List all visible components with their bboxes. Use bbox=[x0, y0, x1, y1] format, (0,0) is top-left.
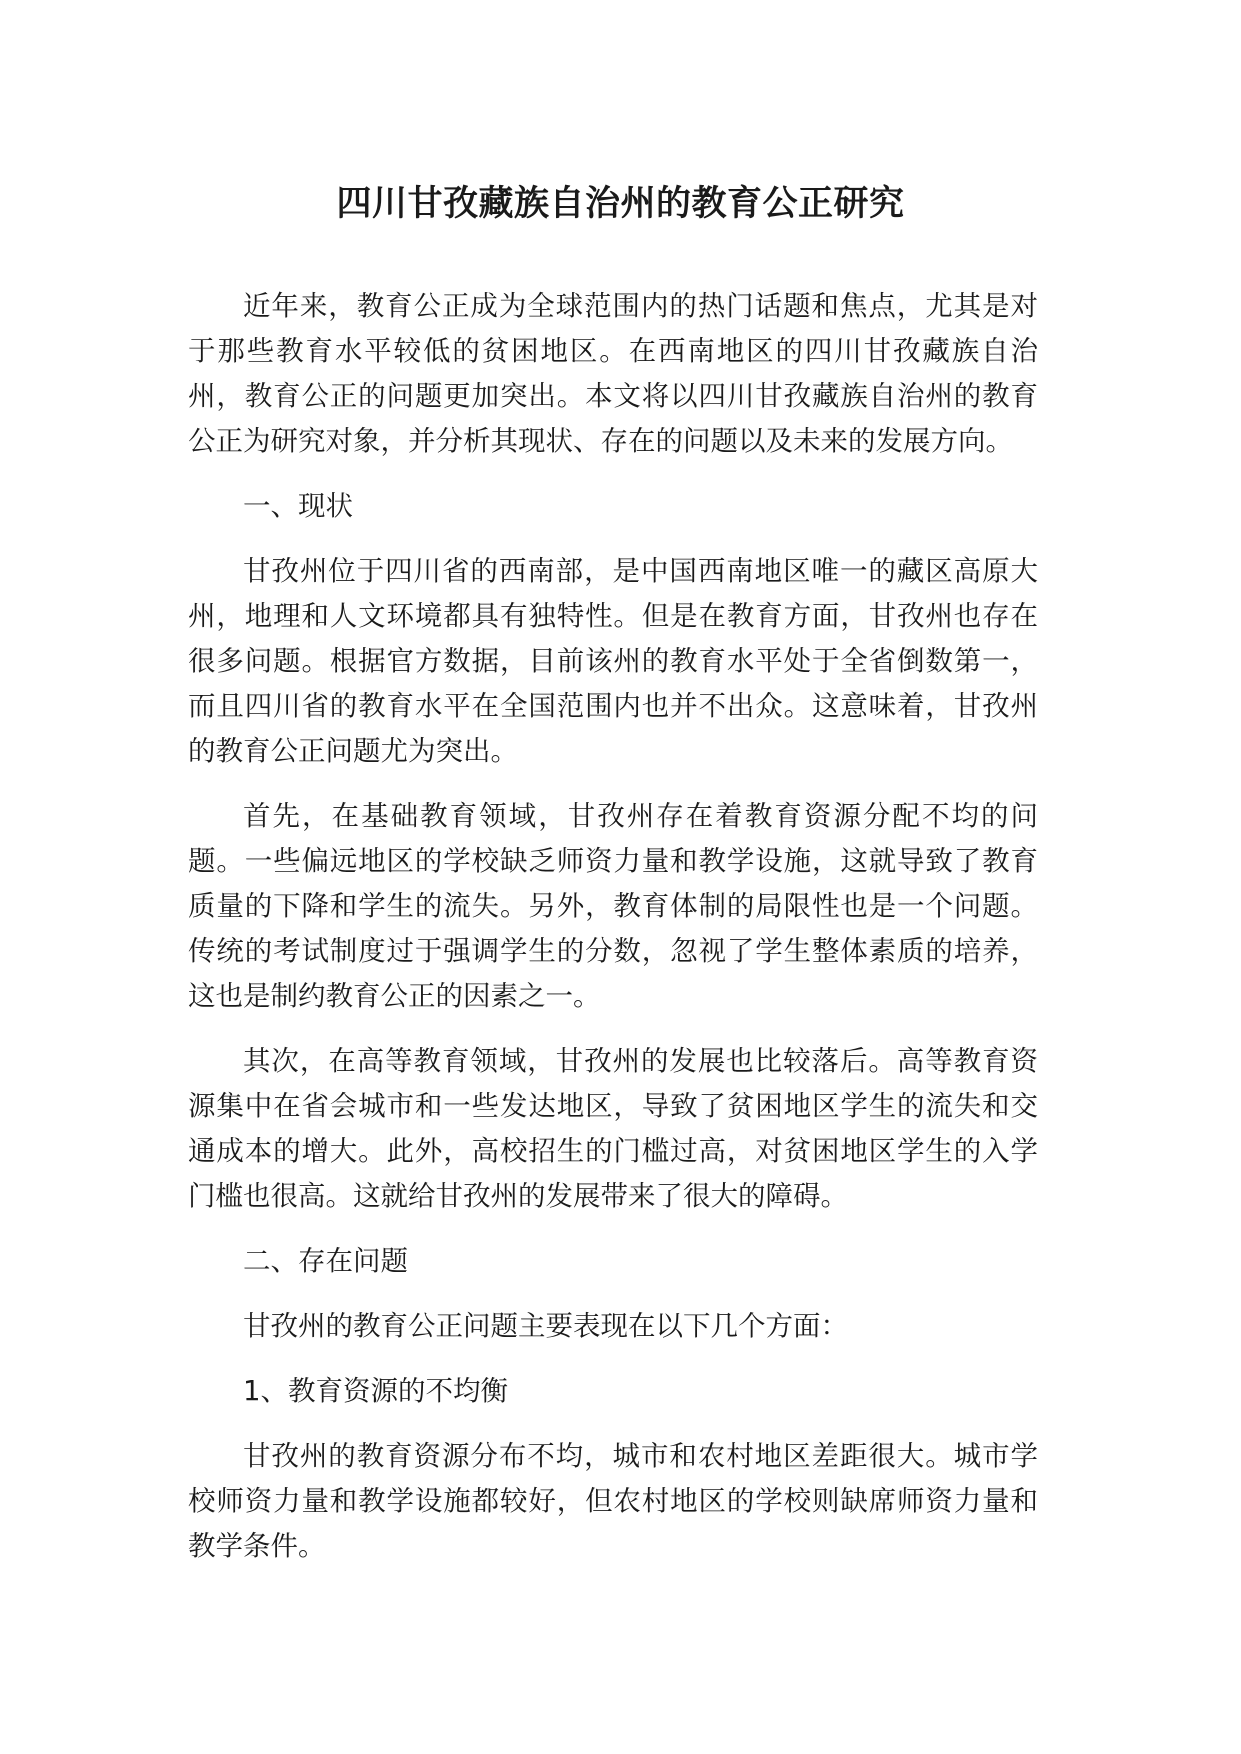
body-paragraph: 首先，在基础教育领域，甘孜州存在着教育资源分配不均的问题。一些偏远地区的学校缺乏师资力量和教学设施，这就导致了教育质量的下降和学生的流失。另外，教育体制的局限性也是一个问题。传统的考试制度过于强调学生的分数，忽视了学生整体素质的培养，这也是制约教育公正的因素之一。 bbox=[188, 800, 1038, 1012]
body-paragraph: 其次，在高等教育领域，甘孜州的发展也比较落后。高等教育资源集中在省会城市和一些发达地区，导致了贫困地区学生的流失和交通成本的增大。此外，高校招生的门槛过高，对贫困地区学生的入学门槛也很高。这就给甘孜州的发展带来了很大的障碍。 bbox=[188, 1045, 1038, 1212]
body-paragraph: 甘孜州的教育公正问题主要表现在以下几个方面： bbox=[243, 1310, 848, 1342]
body-paragraph: 甘孜州位于四川省的西南部，是中国西南地区唯一的藏区高原大州，地理和人文环境都具有独特性。但是在教育方面，甘孜州也存在很多问题。根据官方数据，目前该州的教育水平处于全省倒数第一，而且四川省的教育水平在全国范围内也并不出众。这意味着，甘孜州的教育公正问题尤为突出。 bbox=[188, 555, 1038, 767]
document-title: 四川甘孜藏族自治州的教育公正研究 bbox=[336, 184, 905, 224]
section-heading-problems: 二、存在问题 bbox=[243, 1245, 408, 1277]
body-paragraph: 甘孜州的教育资源分布不均，城市和农村地区差距很大。城市学校师资力量和教学设施都较好，但农村地区的学校则缺席师资力量和教学条件。 bbox=[188, 1440, 1038, 1562]
section-heading-status: 一、现状 bbox=[243, 490, 353, 522]
document-body bbox=[188, 284, 1038, 1589]
intro-paragraph: 近年来，教育公正成为全球范围内的热门话题和焦点，尤其是对于那些教育水平较低的贫困地区。在西南地区的四川甘孜藏族自治州，教育公正的问题更加突出。本文将以四川甘孜藏族自治州的教育公正为研究对象，并分析其现状、存在的问题以及未来的发展方向。 bbox=[188, 290, 1038, 457]
subsection-heading: 1、教育资源的不均衡 bbox=[243, 1375, 508, 1407]
